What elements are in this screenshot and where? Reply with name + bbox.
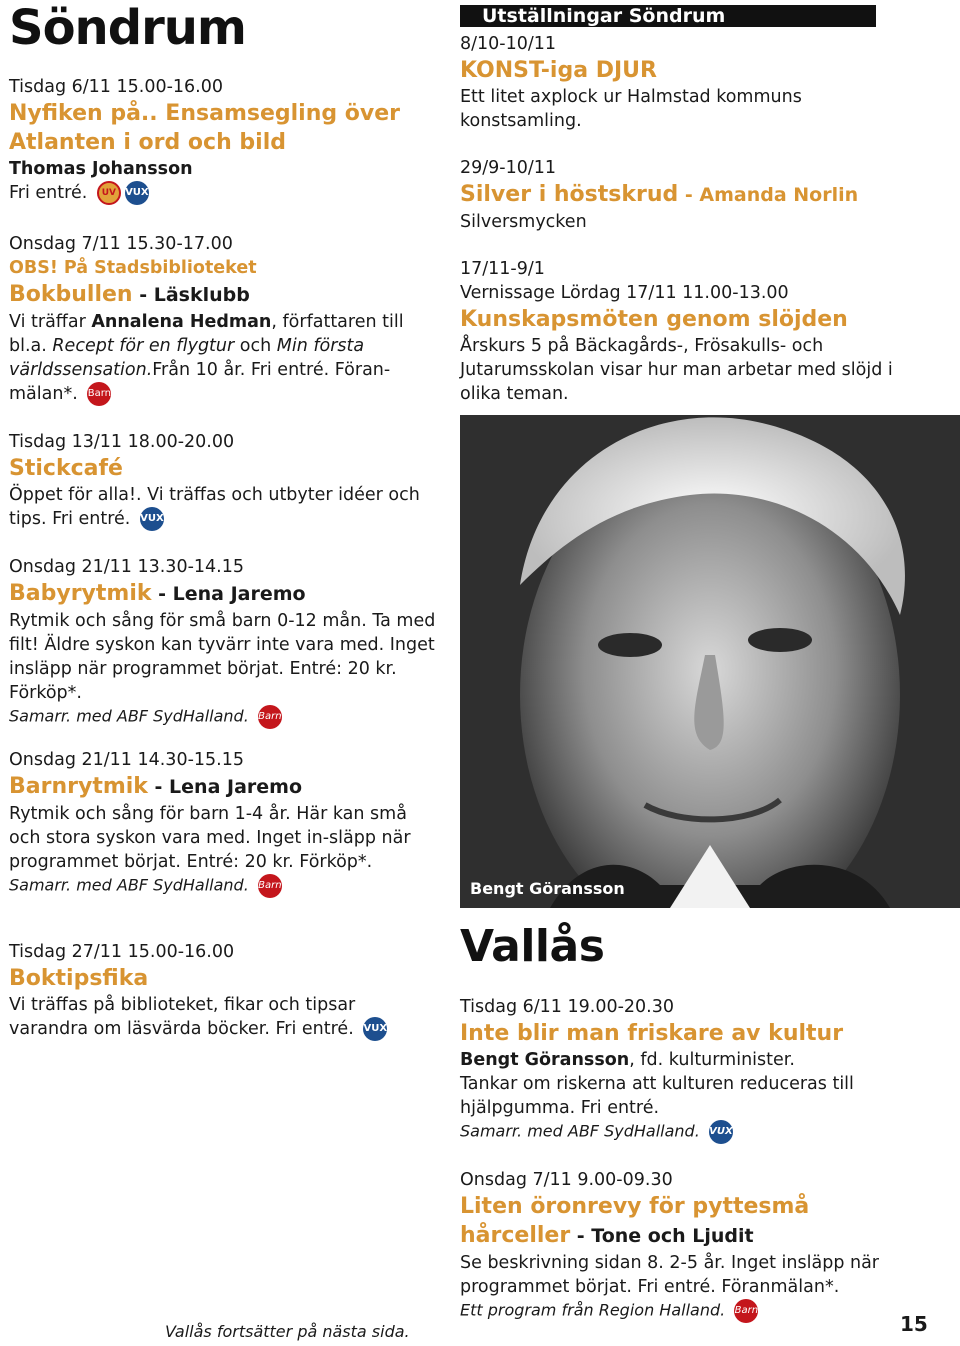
exhibition-date: 17/11-9/1 <box>460 259 545 279</box>
event-title: Babyrytmik <box>9 581 152 606</box>
exhibition-kunskapsmoten <box>460 257 900 406</box>
exhibition-text: Silversmycken <box>460 212 587 232</box>
note-text: Samarr. med ABF SydHalland. <box>460 1121 700 1141</box>
text-part: Vi träffar <box>9 312 92 332</box>
uv-badge-icon: UV <box>97 181 121 205</box>
event-title: Inte blir man friskare av kultur <box>460 1021 844 1046</box>
exhibition-title: KONST-iga DJUR <box>460 58 657 83</box>
book-title: Recept för en flygtur <box>52 336 235 356</box>
exhibition-title: Kunskapsmöten genom slöjden <box>460 307 848 332</box>
book-title: Min första världssensation. <box>9 336 365 380</box>
barn-badge-icon: Barn <box>734 1299 758 1323</box>
event-date: Onsdag 7/11 15.30-17.00 <box>9 234 233 254</box>
text-part: Från 10 år. Fri entré. Föran-mälan*. <box>9 360 391 404</box>
section-heading-vallas: Vallås <box>460 921 605 972</box>
barn-badge-icon: Barn <box>258 874 282 898</box>
text-part: , författaren till bl.a. <box>9 312 404 356</box>
exhibition-text: Ett litet axplock ur Halmstad kommuns konstsamling. <box>460 87 802 131</box>
exhibition-silver <box>460 156 900 234</box>
event-subtitle: - Lena Jaremo <box>151 583 306 605</box>
author-name: Annalena Hedman <box>91 312 272 332</box>
event-title: Boktipsfika <box>9 966 149 991</box>
event-text <box>9 181 439 205</box>
event-title: Bokbullen <box>9 282 133 307</box>
event-note: OBS! På Stadsbiblioteket <box>9 258 257 278</box>
vux-badge-icon: VUX <box>140 507 164 531</box>
event-title: Liten öronrevy för pyttesmå hårceller <box>460 1194 810 1248</box>
event-babyrytmik <box>9 555 439 729</box>
exhibitions-header: Utställningar Söndrum <box>460 5 876 27</box>
vux-badge-icon: VUX <box>125 181 149 205</box>
event-text <box>9 993 439 1041</box>
note-text: Samarr. med ABF SydHalland. <box>9 875 249 895</box>
event-title: Nyfiken på.. Ensamsegling över Atlanten i ord och bild <box>9 101 401 155</box>
exhibition-date: 29/9-10/11 <box>460 158 557 178</box>
event-note <box>9 705 439 729</box>
event-date: Onsdag 21/11 13.30-14.15 <box>9 557 244 577</box>
event-text: Tankar om riskerna att kulturen reduceras till hjälpgumma. Fri entré. <box>460 1074 854 1118</box>
event-note <box>460 1299 900 1323</box>
event-title: Barnrytmik <box>9 774 148 799</box>
event-subtitle: - Tone och Ljudit <box>570 1225 754 1247</box>
event-text <box>9 483 439 531</box>
note-text: Samarr. med ABF SydHalland. <box>9 706 249 726</box>
event-text: Rytmik och sång för barn 1-4 år. Här kan små och stora syskon vara med. Inget in-släpp när programmet börjat. Entré: 20 kr. Förköp*. <box>9 804 411 872</box>
event-text <box>9 310 439 406</box>
event-date: Onsdag 21/11 14.30-15.15 <box>9 750 244 770</box>
event-date: Tisdag 13/11 18.00-20.00 <box>9 432 235 452</box>
event-ensamsegling <box>9 75 439 205</box>
photo-caption: Bengt Göransson <box>470 879 625 898</box>
text-part: Öppet för alla!. Vi träffas och utbyter idéer och tips. Fri entré. <box>9 485 420 529</box>
exhibition-title: Silver i höstskrud <box>460 182 679 207</box>
event-note <box>9 874 439 898</box>
event-boktipsfika <box>9 940 439 1041</box>
event-person <box>460 1048 900 1072</box>
barn-badge-icon: Barn <box>87 382 111 406</box>
text-part: och <box>234 336 277 356</box>
portrait-photo <box>460 415 960 908</box>
event-kultur <box>460 995 900 1144</box>
person-name: Bengt Göransson <box>460 1050 630 1070</box>
event-entry-text: Fri entré. <box>9 183 88 203</box>
note-text: Ett program från Region Halland. <box>460 1300 726 1320</box>
barn-badge-icon: Barn <box>258 705 282 729</box>
exhibition-subtitle: - Amanda Norlin <box>678 184 859 206</box>
event-date: Tisdag 6/11 19.00-20.30 <box>460 997 675 1017</box>
exhibition-konst-iga-djur <box>460 32 900 133</box>
vux-badge-icon: VUX <box>709 1120 733 1144</box>
event-person: Thomas Johansson <box>9 159 193 179</box>
exhibition-date: 8/10-10/11 <box>460 34 557 54</box>
footer-note: Vallås fortsätter på nästa sida. <box>165 1322 410 1341</box>
vux-badge-icon: VUX <box>363 1017 387 1041</box>
event-text: Rytmik och sång för små barn 0-12 mån. Ta med filt! Äldre syskon kan tyvärr inte vara med. Inget insläpp när programmet börjat. Entré: 20 kr. Förköp*. <box>9 611 436 703</box>
event-date: Onsdag 7/11 9.00-09.30 <box>460 1170 673 1190</box>
event-oronrevy <box>460 1168 900 1323</box>
event-barnrytmik <box>9 748 439 898</box>
event-text: Se beskrivning sidan 8. 2-5 år. Inget insläpp när programmet börjat. Fri entré. Föranmälan*. <box>460 1253 880 1297</box>
event-subtitle: - Läsklubb <box>132 284 250 306</box>
person-role: , fd. kulturminister. <box>629 1050 795 1070</box>
event-bokbullen <box>9 232 439 406</box>
event-date: Tisdag 6/11 15.00-16.00 <box>9 77 224 97</box>
event-title: Stickcafé <box>9 456 123 481</box>
event-note <box>460 1120 900 1144</box>
exhibition-text: Årskurs 5 på Bäckagårds-, Frösakulls- och Jutarumsskolan visar hur man arbetar med slöjd i olika teman. <box>460 336 893 404</box>
text-part: Vi träffas på biblioteket, fikar och tipsar varandra om läsvärda böcker. Fri entré. <box>9 995 356 1039</box>
portrait-image <box>460 415 960 908</box>
event-subtitle: - Lena Jaremo <box>147 776 303 798</box>
page-number: 15 <box>900 1312 928 1336</box>
event-stickcafe <box>9 430 439 531</box>
section-heading-sondrum: Söndrum <box>9 0 246 56</box>
event-date: Tisdag 27/11 15.00-16.00 <box>9 942 235 962</box>
vernissage-date: Vernissage Lördag 17/11 11.00-13.00 <box>460 283 789 303</box>
